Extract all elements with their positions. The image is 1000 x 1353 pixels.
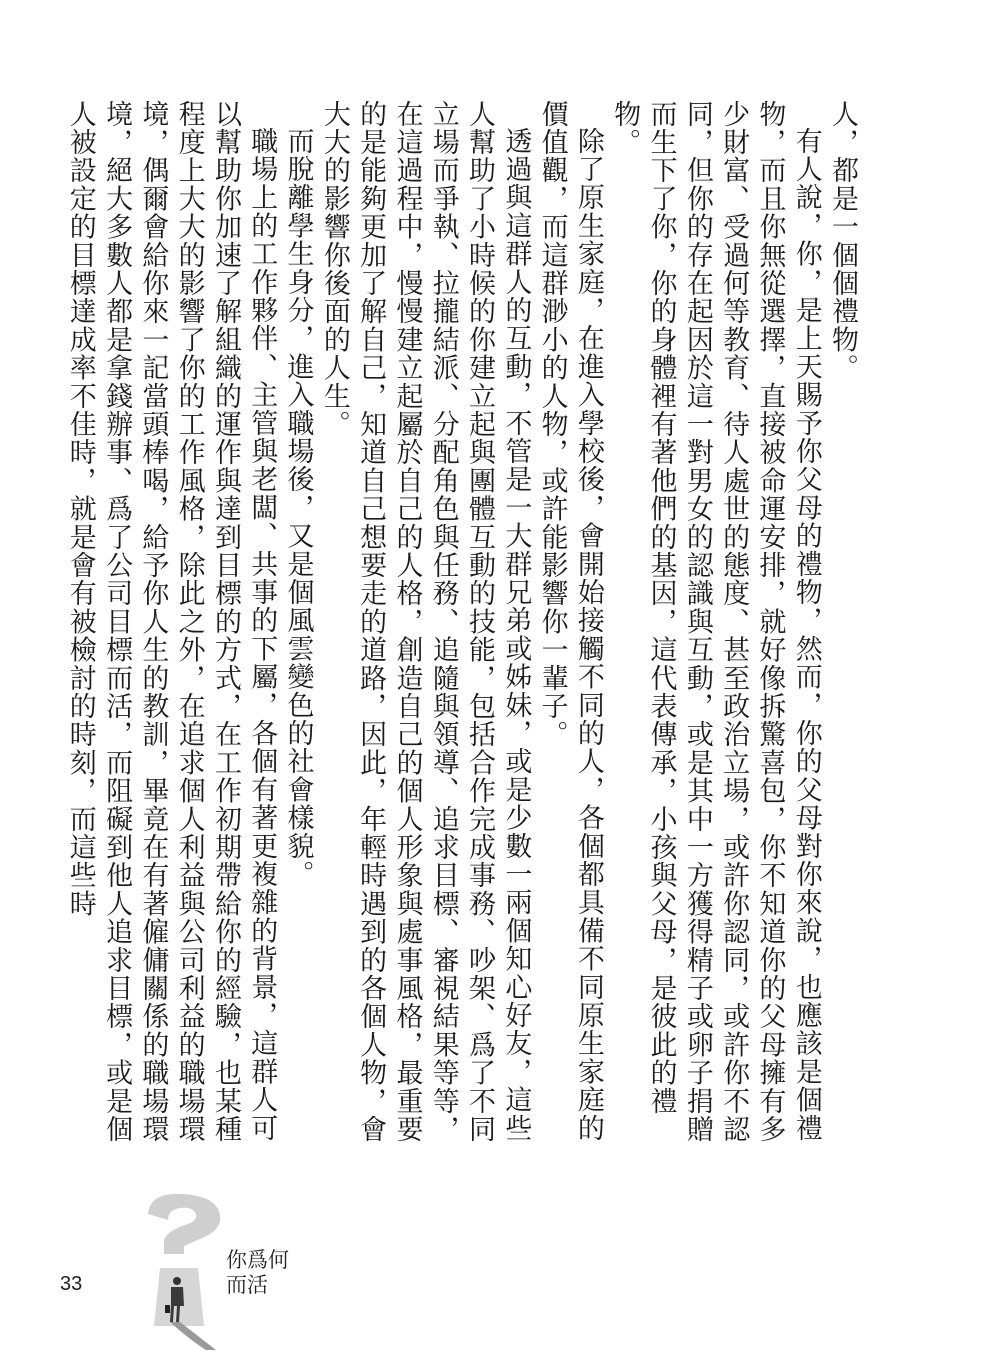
- question-mark-businessman-icon: [140, 1190, 230, 1353]
- page-number: 33: [60, 1273, 83, 1295]
- book-title-line-1: 你爲何: [226, 1249, 289, 1272]
- book-title: [226, 1248, 289, 1298]
- paragraph-3: 除了原生家庭，在進入學校後，會開始接觸不同的人，各個都具備不同原生家庭的價值觀，而這群渺小的人物，或許能影響你一輩子。: [536, 100, 604, 1143]
- body-text: [64, 100, 860, 1160]
- paragraph-6: 職場上的工作夥伴、主管與老闆、共事的下屬，各個有著更複雜的背景，這群人可以幫助你加速了解組織的運作與達到目標的方式，在工作初期帶給你的經驗，也某種程度上大大的影響了你的工作風格，除此之外，在追求個人利益與公司利益的職場環境，偶爾會給你來一記當頭棒喝，給予你人生的教訓，畢竟在有著僱傭關係的職場環境，絕大多數人都是拿錢辦事、爲了公司目標而活，而阻礙到他人追求目標，或是個人被設定的目標達成率不佳時，就是會有被檢討的時刻，而這些時: [64, 100, 278, 1144]
- paragraph-4: 透過與這群人的互動，不管是一大群兄弟或姊妹，或是少數一兩個知心好友，這些人幫助了小時候的你建立起與團體互動的技能，包括合作完成事務、吵架、爲了不同立場而爭執、拉攏結派、分配角色與任務、追隨與領導、追求目標、審視結果等等，在這過程中，慢慢建立起屬於自己的人格，創造自己的個人形象與處事風格，最重要的是能夠更加了解自己，知道自己想要走的道路，因此，年輕時遇到的各個人物，會大大的影響你後面的人生。: [318, 100, 532, 1144]
- book-title-line-2: 而活: [226, 1274, 268, 1297]
- paragraph-1: 人，都是一個個禮物。: [827, 100, 858, 382]
- paragraph-2: 有人說，你，是上天賜予你父母的禮物，然而，你的父母對你來說，也應該是個禮物，而且你無從選擇，直接被命運安排，就好像拆驚喜包，你不知道你的父母擁有多少財富、受過何等教育、待人處世的態度、甚至政治立場，或許你認同，或許你不認同，但你的存在起因於這一對男女的認識與互動，或是其中一方獲得精子或卵子捐贈而生下了你，你的身體裡有著他們的基因，這代表傳承，小孩與父母，是彼此的禮物。: [609, 100, 822, 1144]
- paragraph-5: 而脫離學生身分，進入職場後，又是個風雲變色的社會樣貌。: [282, 127, 314, 889]
